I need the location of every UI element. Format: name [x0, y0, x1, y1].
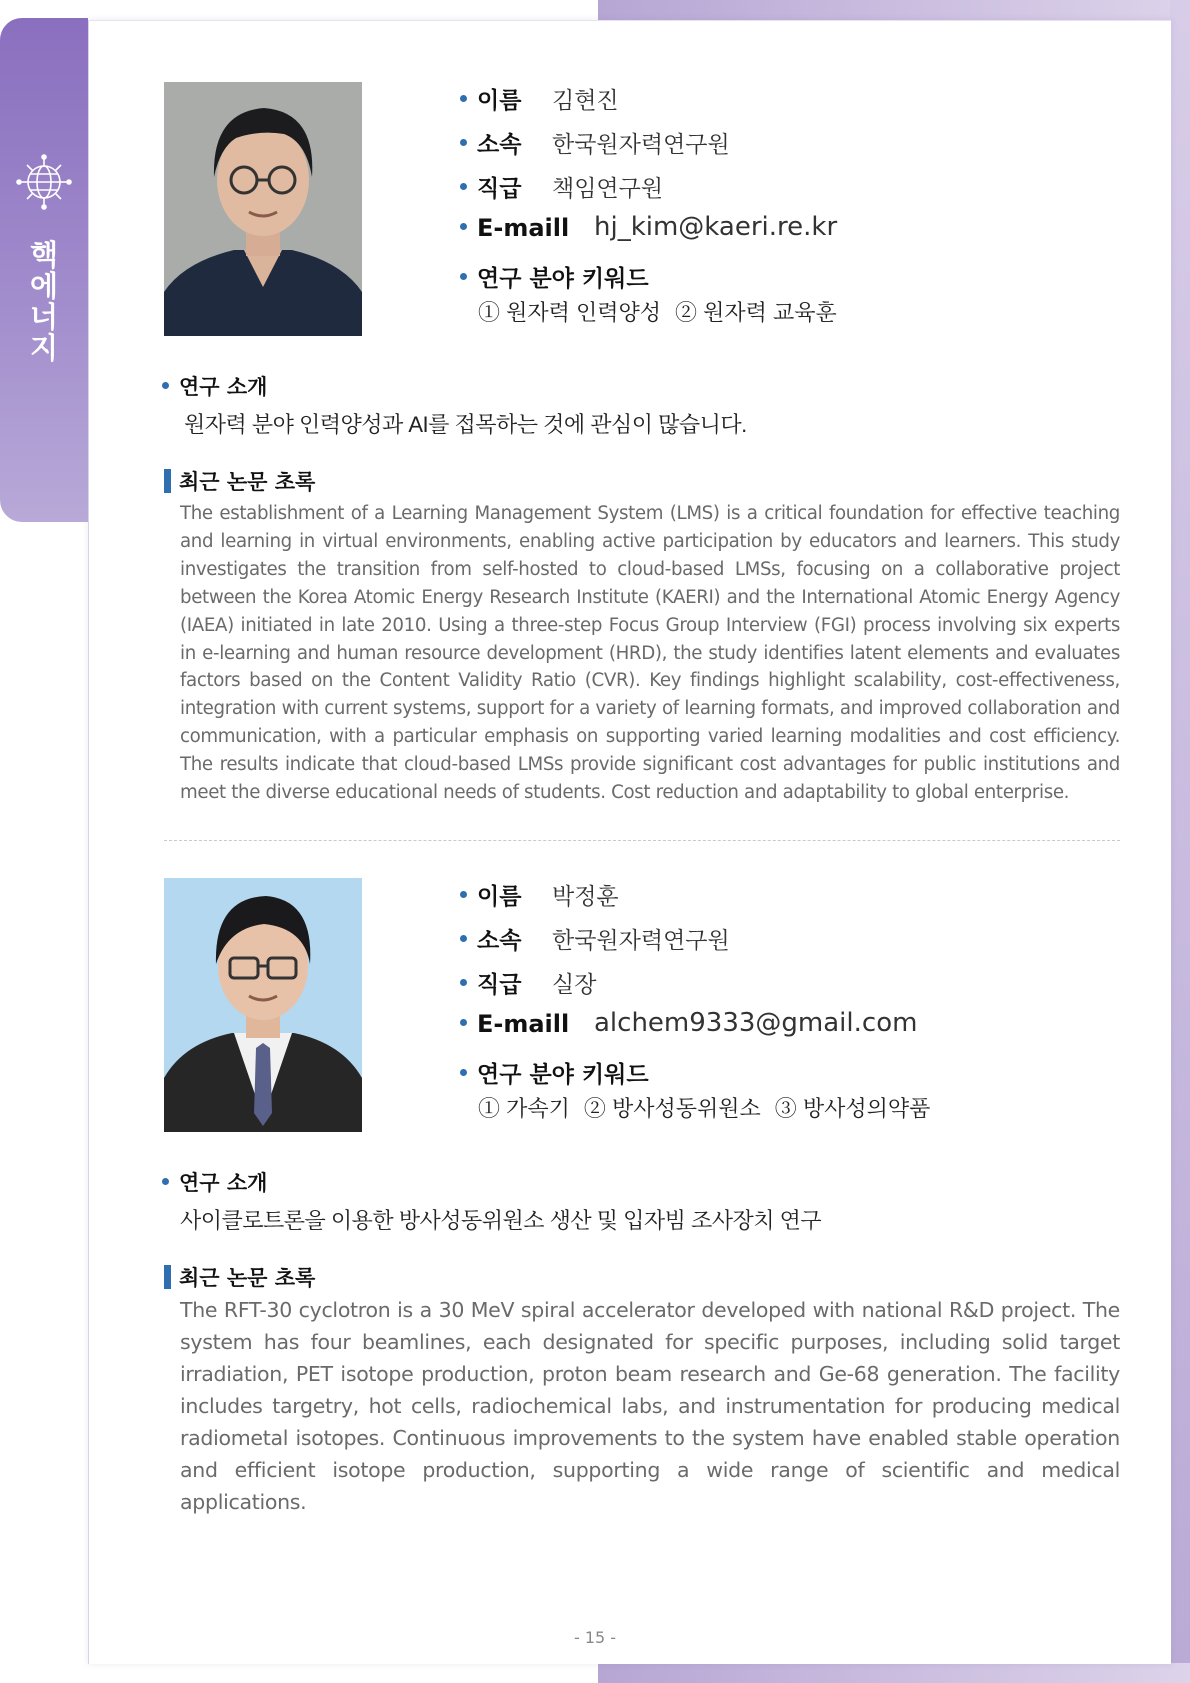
- bullet-icon: [162, 1178, 169, 1185]
- email-link[interactable]: alchem9333@gmail.com: [594, 1008, 918, 1038]
- researcher-photo: [164, 878, 362, 1132]
- position-value: 실장: [552, 971, 597, 997]
- section-label-char: 지: [29, 331, 58, 365]
- section-label-char: 핵: [29, 238, 58, 272]
- keyword-item: ① 원자력 인력양성: [478, 300, 661, 325]
- bullet-icon: [460, 139, 467, 146]
- affiliation-label: 소속: [477, 928, 522, 954]
- bottom-accent-bar: [598, 1663, 1190, 1683]
- position-label: 직급: [477, 176, 522, 202]
- position-value: 책임연구원: [552, 175, 664, 201]
- right-accent-bar: [1170, 0, 1190, 1683]
- heading-bar-icon: [164, 469, 171, 493]
- affiliation-row: [460, 922, 730, 955]
- keyword-list: [478, 296, 851, 327]
- keywords-row: [460, 1056, 649, 1089]
- bullet-icon: [460, 891, 467, 898]
- bullet-icon: [460, 223, 467, 230]
- name-value: 김현진: [552, 87, 619, 113]
- position-label: 직급: [477, 972, 522, 998]
- page-number: - 15 -: [573, 1628, 617, 1647]
- keyword-item: ② 방사성동위원소: [583, 1096, 761, 1121]
- email-label: E-maill: [477, 1010, 570, 1038]
- affiliation-label: 소속: [477, 132, 522, 158]
- abstract-text: The establishment of a Learning Management System (LMS) is a critical foundation for effective teaching and learning in virtual environments, enabling active participation by educators and learners. This study investigates the transition from self-hosted to cloud-based LMSs, focusing on a collaborative project between the Korea Atomic Energy Research Institute (KAERI) and the International Atomic Energy Agency (IAEA) initiated in late 2010. Using a three-step Focus Group Interview (FGI) process involving six experts in e-learning and human resource development (HRD), the study identifies latent elements and evaluates factors based on the Content Validity Ratio (CVR). Key findings highlight scalability, cost-effectiveness, integration with current systems, support for a variety of learning formats, and improved collaboration and communication, with a particular emphasis on supporting varied learning modalities and cost efficiency. The results indicate that cloud-based LMSs provide significant cost advantages for public institutions and meet the diverse educational needs of students. Cost reduction and adaptability to global enterprise.: [180, 503, 1120, 804]
- position-row: [460, 170, 664, 203]
- keywords-label: 연구 분야 키워드: [477, 1062, 649, 1088]
- email-link[interactable]: hj_kim@kaeri.re.kr: [594, 212, 838, 242]
- portrait-illustration: [164, 82, 362, 336]
- top-accent-bar: [598, 0, 1190, 22]
- name-label: 이름: [477, 88, 522, 114]
- name-row: [460, 878, 619, 911]
- bullet-icon: [460, 935, 467, 942]
- keywords-label: 연구 분야 키워드: [477, 266, 649, 292]
- keywords-row: [460, 260, 649, 293]
- email-row: [460, 1008, 918, 1038]
- affiliation-row: [460, 126, 730, 159]
- affiliation-value: 한국원자력연구원: [552, 927, 730, 953]
- bullet-icon: [460, 183, 467, 190]
- keyword-item: ③ 방사성의약품: [774, 1096, 931, 1121]
- portrait-illustration: [164, 878, 362, 1132]
- bullet-icon: [460, 1019, 467, 1026]
- keyword-list: [478, 1092, 944, 1123]
- name-label: 이름: [477, 884, 522, 910]
- section-side-tab: [0, 18, 88, 522]
- name-value: 박정훈: [552, 883, 619, 909]
- section-label-char: 너: [29, 300, 58, 334]
- section-label-char: 에: [29, 269, 58, 303]
- abstract-heading: 최근 논문 초록: [164, 1262, 315, 1292]
- email-row: [460, 212, 838, 242]
- heading-bar-icon: [164, 1265, 171, 1289]
- intro-text: 원자력 분야 인력양성과 AI를 접목하는 것에 관심이 많습니다.: [184, 412, 747, 437]
- keyword-item: ② 원자력 교육훈: [675, 300, 837, 325]
- section-divider: [164, 840, 1120, 841]
- bullet-icon: [162, 382, 169, 389]
- intro-heading: 연구 소개: [162, 1167, 267, 1197]
- intro-text: 사이클로트론을 이용한 방사성동위원소 생산 및 입자빔 조사장치 연구: [180, 1208, 822, 1233]
- email-label: E-maill: [477, 214, 570, 242]
- abstract-text: The RFT-30 cyclotron is a 30 MeV spiral accelerator developed with national R&D project. The system has four beamlines, each designated for specific purposes, including solid target irradiation, PET isotope production, proton beam research and Ge-68 generation. The facility includes targetry, hot cells, radiochemical labs, and instrumentation for producing medical radiometal isotopes. Continuous improvements to the system have enabled stable operation and efficient isotope production, supporting a wide range of scientific and medical applications.: [180, 1298, 1120, 1514]
- researcher-photo: [164, 82, 362, 336]
- bullet-icon: [460, 979, 467, 986]
- section-label: [22, 240, 66, 364]
- bullet-icon: [460, 273, 467, 280]
- affiliation-value: 한국원자력연구원: [552, 131, 730, 157]
- bullet-icon: [460, 95, 467, 102]
- abstract-heading: 최근 논문 초록: [164, 466, 315, 496]
- globe-network-icon: [16, 154, 72, 210]
- keyword-item: ① 가속기: [478, 1096, 570, 1121]
- bullet-icon: [460, 1069, 467, 1076]
- position-row: [460, 966, 597, 999]
- intro-heading: 연구 소개: [162, 371, 267, 401]
- name-row: [460, 82, 619, 115]
